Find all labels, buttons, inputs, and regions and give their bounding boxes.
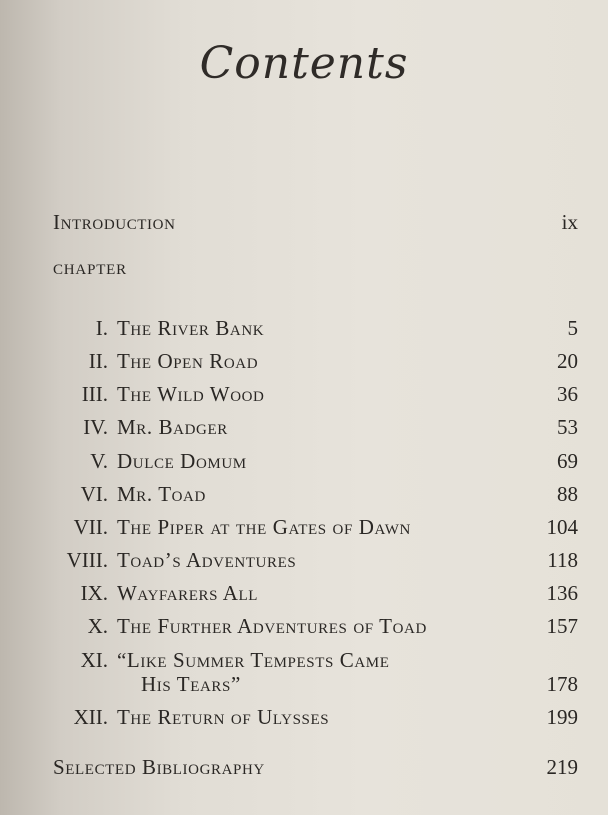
toc-row-chapter-11: [0, 648, 608, 704]
chapter-title: Mr. Badger: [117, 415, 228, 439]
chapter-number: VIII.: [66, 548, 108, 572]
chapter-number: IV.: [83, 415, 108, 439]
chapter-page-number: 20: [557, 349, 578, 373]
toc-row-chapter-2: [0, 349, 608, 379]
chapter-title: The River Bank: [117, 316, 265, 340]
chapter-number: I.: [95, 316, 108, 340]
chapter-title: Mr. Toad: [117, 482, 206, 506]
introduction-entry: Introduction: [53, 210, 176, 234]
toc-row-chapter-7: [0, 515, 608, 545]
chapter-title: Dulce Domum: [117, 449, 247, 473]
chapter-page-number: 178: [546, 672, 578, 696]
chapter-number: IX.: [80, 581, 108, 605]
toc-row-chapter-10: [0, 614, 608, 644]
chapter-number: II.: [88, 349, 108, 373]
chapter-title: Wayfarers All: [117, 581, 259, 605]
chapter-number: X.: [87, 614, 108, 638]
chapter-number: XII.: [73, 705, 108, 729]
chapter-page-number: 5: [567, 316, 578, 340]
toc-row-chapter-6: [0, 482, 608, 512]
chapter-number: XI.: [80, 648, 108, 672]
chapter-page-number: 88: [557, 482, 578, 506]
chapter-page-number: 118: [547, 548, 578, 572]
introduction-page-number: ix: [561, 210, 578, 234]
chapter-label: CHAPTER: [53, 262, 127, 278]
chapter-number: III.: [81, 382, 108, 406]
chapter-title: The Wild Wood: [117, 382, 265, 406]
chapter-title: Toad’s Adventures: [117, 548, 297, 572]
chapter-number: VII.: [73, 515, 108, 539]
chapter-page-number: 199: [546, 705, 578, 729]
chapter-title-continued: His Tears”: [141, 672, 241, 696]
chapter-page-number: 136: [546, 581, 578, 605]
toc-row-chapter-8: [0, 548, 608, 578]
chapter-page-number: 69: [557, 449, 578, 473]
chapter-number: VI.: [80, 482, 108, 506]
toc-row-chapter-12: [0, 705, 608, 735]
toc-row-chapter-4: [0, 415, 608, 445]
toc-row-chapter-1: [0, 316, 608, 346]
chapter-page-number: 157: [546, 614, 578, 638]
chapter-page-number: 53: [557, 415, 578, 439]
chapter-title: The Piper at the Gates of Dawn: [117, 515, 411, 539]
toc-row-chapter-3: [0, 382, 608, 412]
chapter-number: V.: [90, 449, 108, 473]
page-title: Contents: [199, 38, 409, 89]
bibliography-entry: Selected Bibliography: [53, 755, 265, 779]
chapter-page-number: 36: [557, 382, 578, 406]
chapter-title: “Like Summer Tempests Came: [117, 648, 390, 672]
chapter-title: The Further Adventures of Toad: [117, 614, 427, 638]
chapter-page-number: 104: [546, 515, 578, 539]
chapter-title: The Return of Ulysses: [117, 705, 330, 729]
bibliography-page-number: 219: [546, 755, 578, 779]
chapter-title: The Open Road: [117, 349, 259, 373]
toc-row-chapter-9: [0, 581, 608, 611]
toc-row-chapter-5: [0, 449, 608, 479]
